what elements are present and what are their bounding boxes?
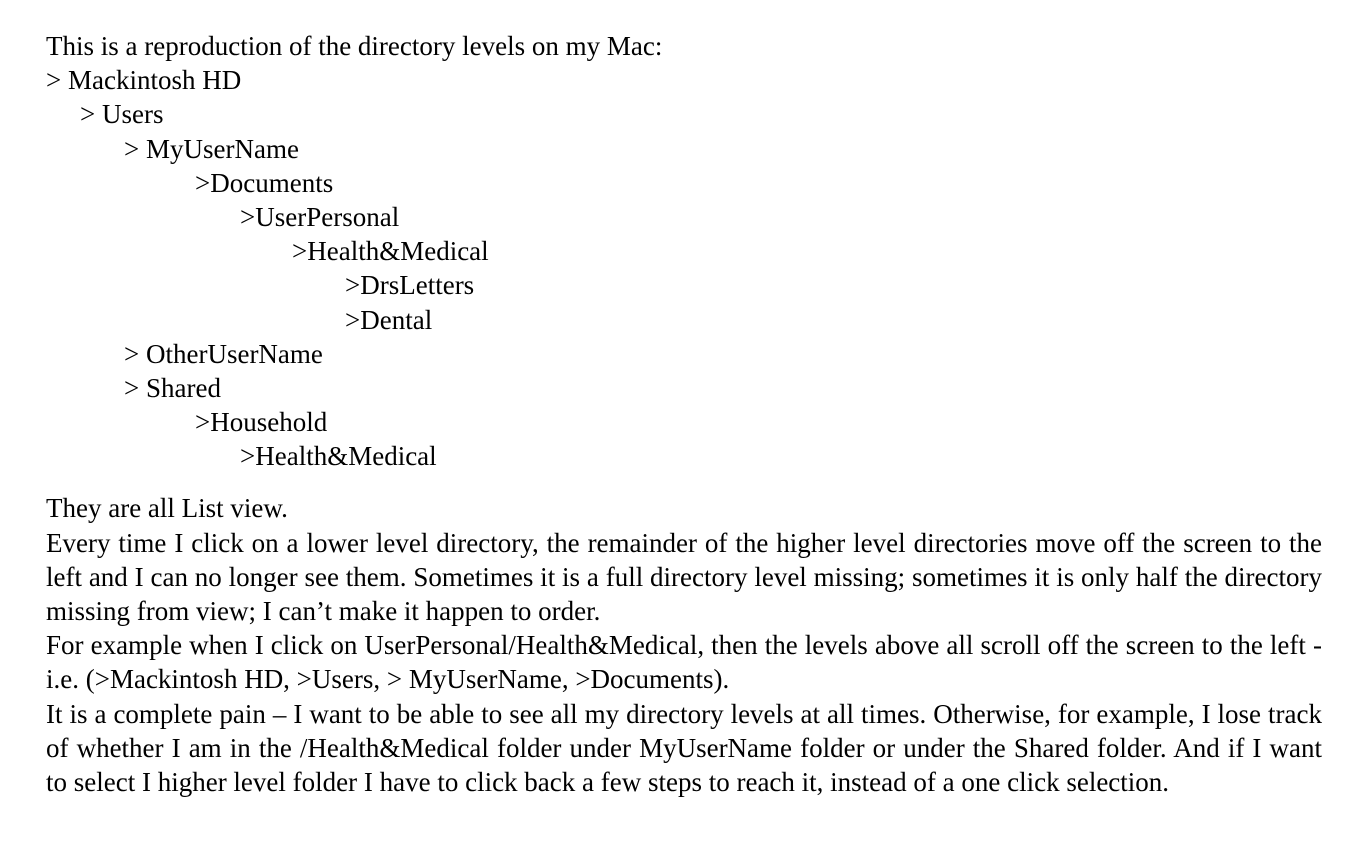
- tree-item-myusername: > MyUserName: [124, 133, 299, 164]
- tree-item-mackintosh-hd: > Mackintosh HD: [46, 65, 242, 96]
- tree-item-shared-health-medical: >Health&Medical: [240, 441, 437, 472]
- paragraph-list-view: They are all List view.: [46, 493, 288, 524]
- paragraph-problem: Every time I click on a lower level directory, the remainder of the higher level directories move off the screen to the left and I can no longer see them. Sometimes it is a full directory level missing; sometimes it is only half the directory missing from view; I can’t make it happen to order.: [46, 527, 1322, 627]
- tree-item-userpersonal: >UserPersonal: [240, 201, 400, 232]
- tree-item-drsletters: >DrsLetters: [345, 270, 475, 301]
- tree-item-household: >Household: [195, 407, 328, 438]
- directory-tree: [46, 63, 1322, 473]
- tree-item-dental: >Dental: [345, 304, 433, 335]
- tree-item-health-medical: >Health&Medical: [292, 236, 489, 267]
- tree-item-users: > Users: [80, 99, 164, 130]
- tree-item-documents: >Documents: [195, 167, 334, 198]
- document-body: [46, 29, 1322, 799]
- paragraph-example: For example when I click on UserPersonal/Health&Medical, then the levels above all scroll off the screen to the left - i.e. (>Mackintosh HD, >Users, > MyUserName, >Documents).: [46, 630, 1322, 695]
- tree-item-otherusername: > OtherUserName: [124, 338, 323, 369]
- tree-item-shared: > Shared: [124, 372, 221, 403]
- paragraph-gap: [46, 473, 1322, 491]
- paragraph-complaint: It is a complete pain – I want to be able to see all my directory levels at all times. Otherwise, for example, I lose track of whether I am in the /Health&Medical folder under MyUserName folder or under the Shared folder. And if I want to select I higher level folder I have to click back a few steps to reach it, instead of a one click selection.: [46, 698, 1322, 798]
- intro-line: This is a reproduction of the directory levels on my Mac:: [46, 31, 663, 61]
